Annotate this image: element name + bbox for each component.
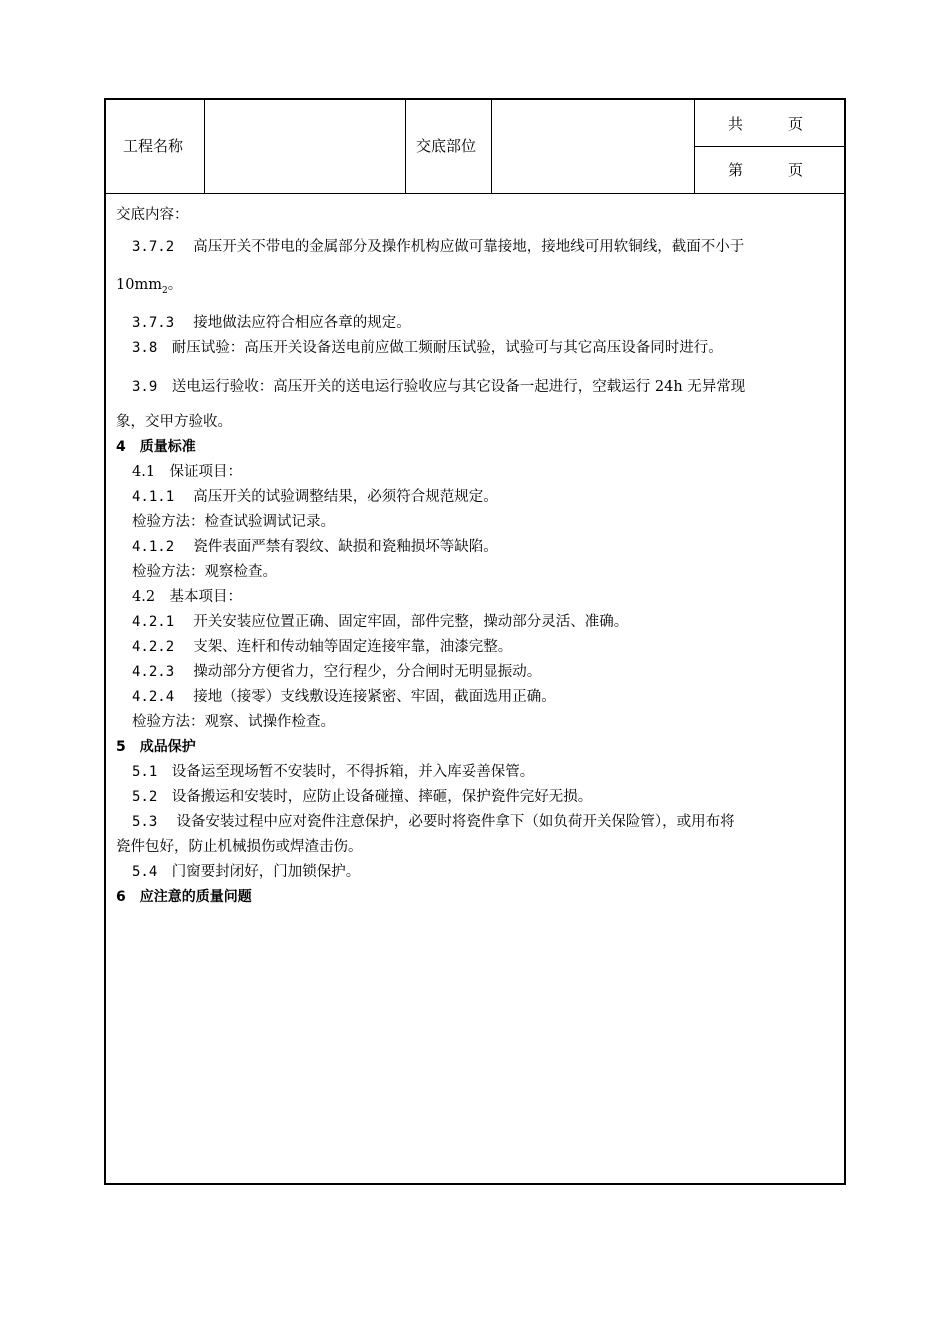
page-number: 第 页: [728, 161, 804, 179]
clause-text: 设备搬运和安装时，应防止设备碰撞、摔砸，保护瓷件完好无损。: [171, 789, 593, 805]
clause-4-1-1-check: 检验方法：检查试验调试记录。: [132, 514, 335, 530]
header-divider: [491, 100, 492, 193]
clause-5-1: [132, 762, 534, 782]
clause-4-1-2-check: 检验方法：观察检查。: [132, 564, 277, 580]
punctuation: 。: [167, 277, 183, 293]
clause-4-2: 4.2 基本项目：: [132, 589, 243, 605]
area-value: 10mm: [116, 277, 162, 293]
clause-5-3: [132, 812, 735, 832]
clause-number: 3.7.2: [132, 239, 175, 255]
clause-text: 接地（接零）支线敷设连接紧密、牢固，截面选用正确。: [193, 689, 556, 705]
page-cell-divider: [694, 146, 844, 147]
clause-text: 瓷件表面严禁有裂纹、缺损和瓷釉损坏等缺陷。: [193, 539, 498, 555]
clause-number: 4.2.3: [132, 664, 175, 680]
clause-4-1-2: [132, 537, 498, 557]
clause-text: 高压开关的试验调整结果，必须符合规范规定。: [193, 489, 498, 505]
clause-5-4: [132, 862, 360, 882]
disclosure-form: [104, 98, 846, 1185]
clause-text: 门窗要封闭好，门加锁保护。: [171, 864, 361, 880]
project-name-label: 工程名称: [123, 137, 184, 155]
clause-4-1-1: [132, 487, 498, 507]
clause-text: 送电运行验收：高压开关的送电运行验收应与其它设备一起进行，空载运行 24h 无异常现: [171, 379, 746, 395]
clause-5-3-cont: 瓷件包好，防止机械损伤或焊渣击伤。: [116, 839, 363, 855]
clause-5-2: [132, 787, 592, 807]
section-4-heading: 4 质量标准: [116, 439, 196, 455]
form-header: [106, 100, 844, 194]
clause-number: 5.1: [132, 764, 158, 780]
clause-number: 3.8: [132, 340, 158, 356]
clause-4-2-2: [132, 637, 512, 657]
clause-text: 设备运至现场暂不安装时，不得拆箱，并入库妥善保管。: [171, 764, 535, 780]
clause-3-9: [132, 377, 745, 397]
clause-3-7-3: [132, 313, 411, 333]
clause-number: 4.2.2: [132, 639, 175, 655]
clause-text: 操动部分方便省力，空行程少，分合闸时无明显振动。: [193, 664, 542, 680]
clause-number: 4.2.4: [132, 689, 175, 705]
clause-3-7-2-cont: [116, 275, 182, 301]
total-pages: 共 页: [728, 115, 804, 133]
clause-4-2-3: [132, 662, 541, 682]
location-label: 交底部位: [416, 137, 477, 155]
clause-3-7-2: [132, 237, 744, 257]
clause-text: 耐压试验：高压开关设备送电前应做工频耐压试验，试验可与其它高压设备同时进行。: [171, 340, 723, 356]
header-divider: [204, 100, 205, 193]
section-5-heading: 5 成品保护: [116, 739, 196, 755]
clause-number: 5.4: [132, 864, 158, 880]
header-divider: [405, 100, 406, 193]
clause-number: 3.9: [132, 379, 158, 395]
content-label: 交底内容：: [116, 207, 189, 223]
clause-text: 接地做法应符合相应各章的规定。: [193, 315, 411, 331]
clause-4-2-1: [132, 612, 628, 632]
clause-number: 3.7.3: [132, 315, 175, 331]
clause-3-8: [132, 338, 723, 358]
clause-4-2-4: [132, 687, 556, 707]
clause-text: 高压开关不带电的金属部分及操作机构应做可靠接地，接地线可用软铜线，截面不小于: [193, 239, 745, 255]
clause-number: 4.2.1: [132, 614, 175, 630]
area-subscript: 2: [161, 285, 168, 296]
clause-3-9-cont: 象，交甲方验收。: [116, 414, 232, 430]
clause-number: 4.1.2: [132, 539, 175, 555]
clause-number: 5.2: [132, 789, 158, 805]
clause-text: 设备安装过程中应对瓷件注意保护，必要时将瓷件拿下（如负荷开关保险管），或用布将: [176, 814, 735, 830]
clause-number: 5.3: [132, 814, 158, 830]
clause-number: 4.1.1: [132, 489, 175, 505]
clause-text: 支架、连杆和传动轴等固定连接牢靠，油漆完整。: [193, 639, 513, 655]
clause-4-2-check: 检验方法：观察、试操作检查。: [132, 714, 335, 730]
clause-4-1: 4.1 保证项目：: [132, 464, 243, 480]
section-6-heading: 6 应注意的质量问题: [116, 889, 252, 905]
clause-text: 开关安装应位置正确、固定牢固，部件完整，操动部分灵活、准确。: [193, 614, 629, 630]
